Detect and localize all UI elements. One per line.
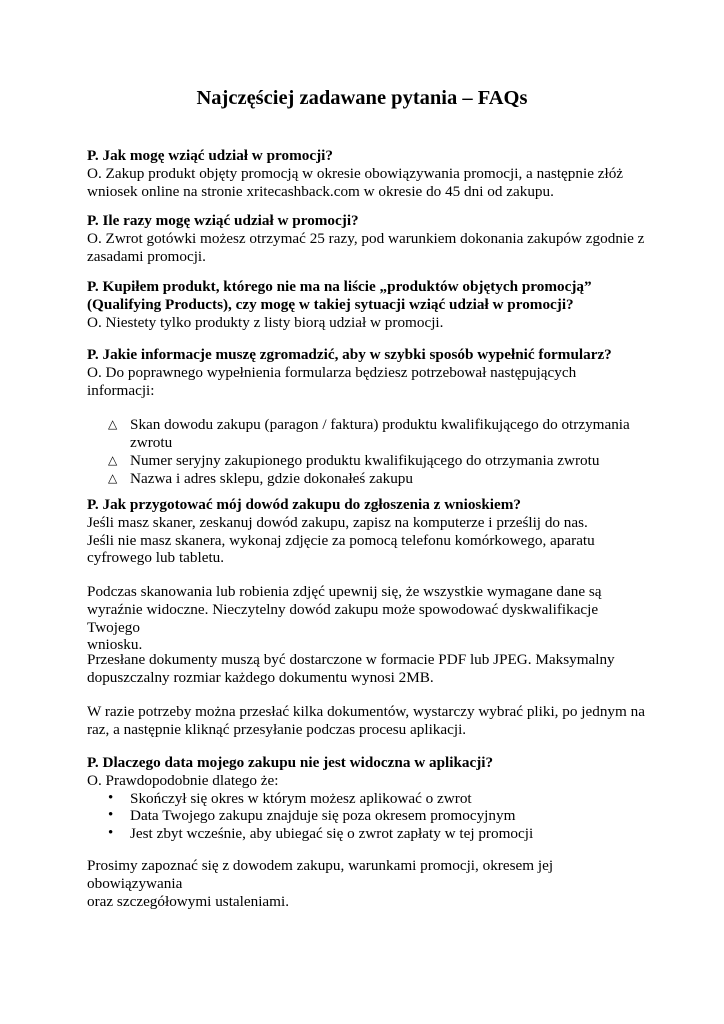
list-item <box>87 825 647 843</box>
list-item-text: Skończył się okres w którym możesz aplikować o zwrot <box>130 789 472 807</box>
triangle-outline-icon: △ <box>108 452 118 467</box>
faq-item-proof-of-purchase <box>87 496 647 567</box>
faq-item-non-qualifying <box>87 278 647 331</box>
paragraph-line: cyfrowego lub tabletu. <box>87 549 225 567</box>
faq-question: P. Dlaczego data mojego zakupu nie jest widoczna w aplikacji? <box>87 754 494 771</box>
required-info-list <box>87 416 647 487</box>
closing-paragraph <box>87 857 647 910</box>
paragraph-line: Jeśli nie masz skanera, wykonaj zdjęcie za pomocą telefonu komórkowego, aparatu <box>87 531 595 549</box>
reasons-list <box>87 790 647 843</box>
faq-question: P. Ile razy mogę wziąć udział w promocji? <box>87 212 359 229</box>
faq-answer-line: O. Zwrot gotówki możesz otrzymać 25 razy, pod warunkiem dokonania zakupów zgodnie z <box>87 229 645 247</box>
faq-answer: O. Niestety tylko produkty z listy biorą udział w promocji. <box>87 313 444 331</box>
list-item <box>87 452 647 470</box>
list-item-text: Numer seryjny zakupionego produktu kwalifikującego do otrzymania zwrotu <box>130 451 600 469</box>
list-item-text: Nazwa i adres sklepu, gdzie dokonałeś zakupu <box>130 469 413 487</box>
paragraph-line: Jeśli masz skaner, zeskanuj dowód zakupu, zapisz na komputerze i prześlij do nas. <box>87 513 588 531</box>
list-item-text: Skan dowodu zakupu (paragon / faktura) produktu kwalifikującego do otrzymania <box>130 416 630 434</box>
paragraph-line: wyraźnie widoczne. Nieczytelny dowód zakupu może spowodować dyskwalifikacje Twojego <box>87 600 599 636</box>
triangle-outline-icon: △ <box>108 470 118 485</box>
faq-answer-line: O. Zakup produkt objęty promocją w okresie obowiązywania promocji, a następnie złóż <box>87 164 624 182</box>
paragraph-line: Przesłane dokumenty muszą być dostarczone w formacie PDF lub JPEG. Maksymalny <box>87 651 615 668</box>
paragraph-line: Prosimy zapoznać się z dowodem zakupu, warunkami promocji, okresem jej obowiązywania <box>87 857 554 892</box>
faq-answer: O. Prawdopodobnie dlatego że: <box>87 771 279 789</box>
list-item-text: Jest zbyt wcześnie, aby ubiegać się o zwrot zapłaty w tej promocji <box>130 825 534 843</box>
faq-question-line: P. Kupiłem produkt, którego nie ma na liście „produktów objętych promocją” <box>87 278 592 295</box>
triangle-outline-icon: △ <box>108 417 118 432</box>
list-item-text: Data Twojego zakupu znajduje się poza okresem promocyjnym <box>130 807 516 825</box>
bullet-dot-icon: • <box>108 789 114 806</box>
list-item <box>87 807 647 825</box>
list-item-text: zwrotu <box>130 434 173 452</box>
paragraph-line: dopuszczalny rozmiar każdego dokumentu wynosi 2MB. <box>87 668 434 686</box>
faq-item-how-many-times <box>87 212 647 265</box>
faq-item-required-info <box>87 346 647 488</box>
faq-item-date-not-visible <box>87 754 647 843</box>
faq-item-participation <box>87 147 647 200</box>
paragraph-file-format <box>87 651 647 687</box>
faq-answer: O. Do poprawnego wypełnienia formularza będziesz potrzebował następujących informacji: <box>87 363 577 399</box>
faq-answer-line: zasadami promocji. <box>87 247 206 265</box>
bullet-dot-icon: • <box>108 807 114 824</box>
paragraph-line: raz, a następnie kliknąć przesyłanie podczas procesu aplikacji. <box>87 720 467 738</box>
paragraph-line: W razie potrzeby można przesłać kilka dokumentów, wystarczy wybrać pliki, po jednym na <box>87 703 645 720</box>
list-item <box>87 470 647 488</box>
paragraph-line: wniosku. <box>87 636 143 654</box>
list-item <box>87 790 647 808</box>
paragraph-line: Podczas skanowania lub robienia zdjęć upewnij się, że wszystkie wymagane dane są <box>87 583 602 600</box>
list-item <box>87 416 647 452</box>
faq-question: P. Jak przygotować mój dowód zakupu do zgłoszenia z wnioskiem? <box>87 496 521 513</box>
paragraph-line: oraz szczegółowymi ustaleniami. <box>87 892 290 910</box>
paragraph-multiple-files <box>87 703 647 739</box>
bullet-dot-icon: • <box>108 825 114 842</box>
page-title: Najczęściej zadawane pytania – FAQs <box>196 87 528 109</box>
faq-question: P. Jak mogę wziąć udział w promocji? <box>87 147 333 164</box>
faq-answer-line: wniosek online na stronie xritecashback.com w okresie do 45 dni od zakupu. <box>87 182 554 200</box>
faq-question: P. Jakie informacje muszę zgromadzić, aby w szybki sposób wypełnić formularz? <box>87 346 612 363</box>
faq-question-line: (Qualifying Products), czy mogę w takiej sytuacji wziąć udział w promocji? <box>87 295 574 313</box>
paragraph-scan-quality <box>87 583 647 654</box>
